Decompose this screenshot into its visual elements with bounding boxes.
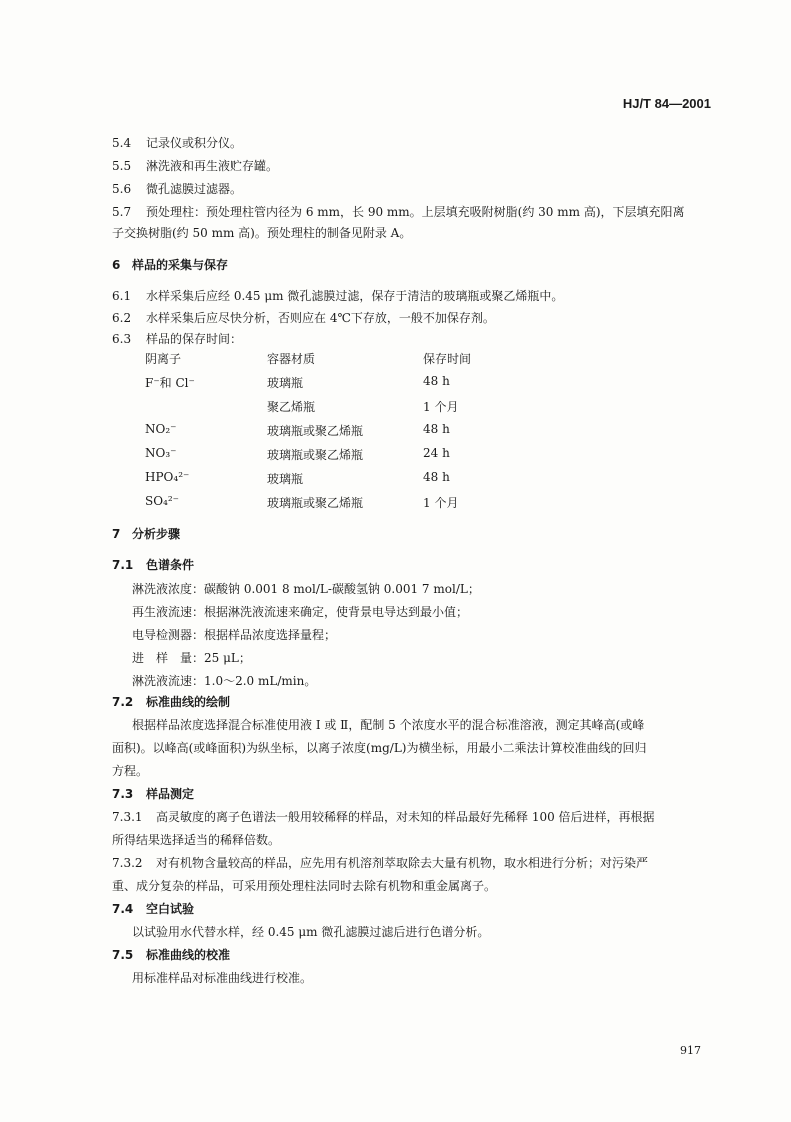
section-7-4-heading: 7.4 空白试验	[112, 902, 195, 916]
item-5-7-cont: 子交换树脂(约 50 mm 高)。预处理柱的制备见附录 A。	[112, 226, 412, 240]
item-7-3-2: 7.3.2 对有机物含量较高的样品，应先用有机溶剂萃取除去大量有机物，取水相进行分析；对污染严	[112, 856, 649, 870]
s71-line: 电导检测器：根据样品浓度选择量程；	[132, 628, 337, 642]
s74-text: 以试验用水代替水样，经 0.45 μm 微孔滤膜过滤后进行色谱分析。	[132, 925, 490, 939]
s71-line: 进 样 量：25 μL；	[132, 651, 251, 665]
item-5-7: 5.7 预处理柱：预处理柱管内径为 6 mm，长 90 mm。上层填充吸附树脂(约 30 mm 高)，下层填充阳离	[112, 205, 685, 219]
section-7-1-heading: 7.1 色谱条件	[112, 558, 195, 572]
s71-line: 淋洗液流速：1.0～2.0 mL/min。	[132, 674, 317, 688]
standard-code: HJ/T 84—2001	[622, 96, 711, 111]
section-7-3-heading: 7.3 样品测定	[112, 787, 195, 801]
s71-line: 再生液流速：根据淋洗液流速来确定，使背景电导达到最小值；	[132, 605, 469, 619]
page-number: 917	[680, 1044, 701, 1057]
s72-line: 根据样品浓度选择混合标准使用液 Ⅰ 或 Ⅱ，配制 5 个浓度水平的混合标准溶液，测定其峰高(或峰	[132, 718, 645, 732]
item-5-5: 5.5 淋洗液和再生液贮存罐。	[112, 159, 279, 173]
item-6-3: 6.3 样品的保存时间：	[112, 332, 243, 346]
item-5-4: 5.4 记录仪或积分仪。	[112, 136, 243, 150]
item-7-3-1: 7.3.1 高灵敏度的离子色谱法一般用较稀释的样品，对未知的样品最好先稀释 100 倍后进样，再根据	[112, 810, 655, 824]
s72-line: 方程。	[112, 764, 149, 778]
item-6-2: 6.2 水样采集后应尽快分析，否则应在 4℃下存放，一般不加保存剂。	[112, 311, 495, 325]
section-7-heading: 7 分析步骤	[112, 527, 181, 541]
s75-text: 用标准样品对标准曲线进行校准。	[132, 971, 313, 985]
item-7-3-1-cont: 所得结果选择适当的稀释倍数。	[112, 833, 281, 847]
s71-line: 淋洗液浓度：碳酸钠 0.001 8 mol/L-碳酸氢钠 0.001 7 mol/L；	[132, 582, 480, 596]
item-5-6: 5.6 微孔滤膜过滤器。	[112, 182, 243, 196]
s72-line: 面积)。以峰高(或峰面积)为纵坐标，以离子浓度(mg/L)为横坐标，用最小二乘法计算校准曲线的回归	[112, 741, 647, 755]
section-6-heading: 6 样品的采集与保存	[112, 258, 229, 272]
section-7-2-heading: 7.2 标准曲线的绘制	[112, 695, 231, 709]
item-7-3-2-cont: 重、成分复杂的样品，可采用预处理柱法同时去除有机物和重金属离子。	[112, 879, 497, 893]
section-7-5-heading: 7.5 标准曲线的校准	[112, 948, 231, 962]
item-6-1: 6.1 水样采集后应经 0.45 μm 微孔滤膜过滤，保存于清洁的玻璃瓶或聚乙烯瓶中。	[112, 289, 564, 303]
